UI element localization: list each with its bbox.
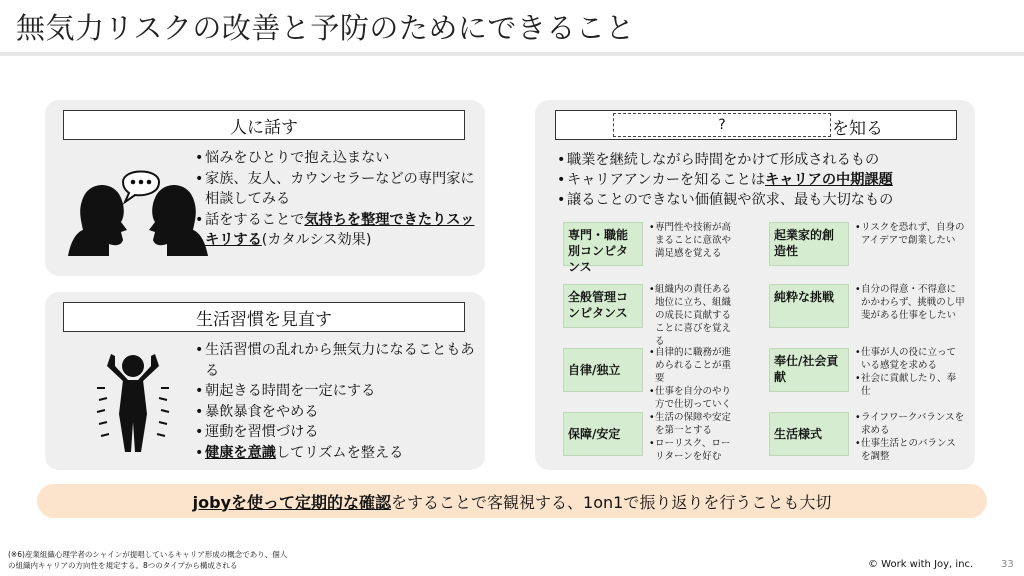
anchor-desc: • リスクを恐れず、自身のアイデアで創業したい <box>855 221 965 247</box>
talk-bullet: • 悩みをひとりで抱え込まない <box>195 148 475 169</box>
talk-bullets <box>195 148 475 251</box>
habits-bullet: • 生活習慣の乱れから無気力になることもある <box>195 340 475 381</box>
career-bullet: • 譲ることのできない価値観や欲求、最も大切なもの <box>557 190 969 210</box>
anchor-desc: • 組織内の責任ある地位に立ち、組織の成長に貢献することに喜びを覚える <box>649 283 735 348</box>
anchor-label: 起業家的創造性 <box>769 222 849 266</box>
footnote: (※6)産業組織心理学者のシャインが提唱しているキャリア形成の概念であり、個人 の組織内キャリアの方向性を規定する。8つのタイプから構成される <box>8 550 288 570</box>
habits-bullets <box>195 340 475 463</box>
career-bullet: • 職業を継続しながら時間をかけて形成されるもの <box>557 150 969 170</box>
banner-emphasis: jobyを使って定期的な確認 <box>192 492 392 512</box>
career-header-suffix: を知る <box>832 119 883 139</box>
career-bullets <box>557 150 969 210</box>
anchor-desc: • 自律的に職務が進められることが重要 • 仕事を自分のやり方で仕切っていく <box>649 346 739 411</box>
anchor-label: 生活様式 <box>769 412 849 456</box>
anchor-label: 全般管理コンピタンス <box>563 284 643 328</box>
anchor-label: 自律/独立 <box>563 348 643 392</box>
anchor-label: 純粋な挑戦 <box>769 284 849 328</box>
page-number: 33 <box>1001 559 1014 570</box>
anchor-label: 保障/安定 <box>563 412 643 456</box>
habits-bullet: • 暴飲暴食をやめる <box>195 402 475 423</box>
habits-bullet: • 健康を意識してリズムを整える <box>195 443 475 464</box>
title-divider <box>0 52 1024 56</box>
habits-bullet: • 朝起きる時間を一定にする <box>195 381 475 402</box>
talk-header: 人に話す <box>63 110 465 140</box>
habits-header: 生活習慣を見直す <box>63 302 465 332</box>
career-header <box>555 110 957 140</box>
career-panel <box>535 100 975 470</box>
hidden-term-box: ? <box>613 113 831 137</box>
anchor-desc: • 仕事が人の役に立っている感覚を求める • 社会に貢献したり、奉仕 <box>855 346 965 398</box>
anchor-desc: • 専門性や技術が高まることに意欲や満足感を覚える <box>649 221 735 260</box>
anchor-label: 奉仕/社会貢献 <box>769 348 849 392</box>
conversation-heads-icon <box>63 160 213 260</box>
stretching-person-icon <box>93 348 173 458</box>
banner-text: をすることで客観視する、1on1で振り返りを行うことも大切 <box>391 492 832 512</box>
habits-panel <box>45 292 485 470</box>
talk-bullet: • 家族、友人、カウンセラーなどの専門家に相談してみる <box>195 169 475 210</box>
summary-banner <box>37 484 987 518</box>
habits-bullet: • 運動を習慣づける <box>195 422 475 443</box>
page-title: 無気力リスクの改善と予防のためにできること <box>16 11 635 45</box>
copyright: © Work with Joy, inc. <box>868 559 974 570</box>
career-bullet: • キャリアアンカーを知ることはキャリアの中期課題 <box>557 170 969 190</box>
anchor-desc: • 生活の保障や安定を第一とする • ローリスク、ローリターンを好む <box>649 411 739 463</box>
anchor-desc: • 自分の得意・不得意にかかわらず、挑戦のし甲斐がある仕事をしたい <box>855 283 965 322</box>
talk-bullet: • 話をすることで気持ちを整理できたりスッキリする(カタルシス効果) <box>195 210 475 251</box>
talk-panel <box>45 100 485 276</box>
anchor-desc: • ライフワークバランスを求める • 仕事生活とのバランスを調整 <box>855 411 965 463</box>
anchor-label: 専門・職能別コンピタンス <box>563 222 643 266</box>
